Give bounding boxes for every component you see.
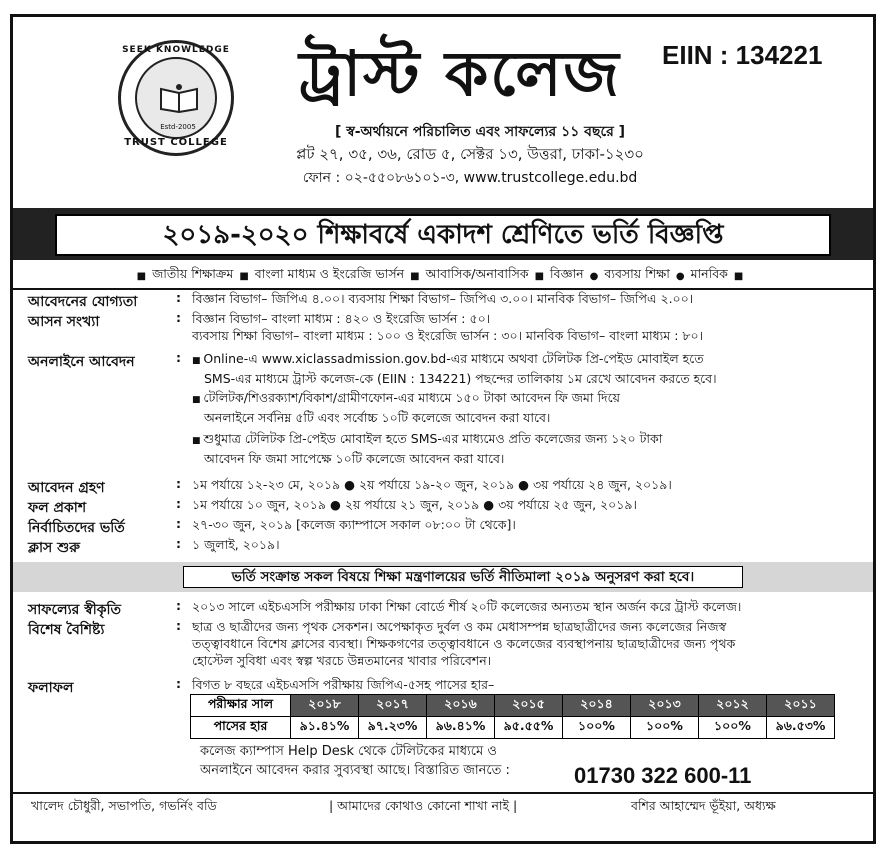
table-row	[191, 695, 835, 717]
online-line: SMS-এর মাধ্যমে ট্রাস্ট কলেজ-কে (EIIN : 134221) পছন্দের তালিকায় ১ম রেখে আবেদন করতে হবে।	[204, 371, 717, 386]
square-bullet-icon: ■	[410, 270, 420, 282]
square-bullet-icon: ■	[239, 270, 249, 282]
square-bullet-icon: ■	[136, 270, 147, 282]
rate-cell: ৯৭.২৩%	[359, 717, 427, 739]
eligibility-label: আবেদনের যোগ্যতা	[28, 294, 138, 310]
online-line: ■ Online-এ www.xiclassadmission.gov.bd-এর মাধ্যমে অথবা টেলিটক প্রি-পেইড মোবাইল হতে	[192, 350, 858, 370]
rate-header: পাসের হার	[191, 717, 291, 739]
admission-text: ২৭-৩০ জুন, ২০১৯ [কলেজ ক্যাম্পাসে সকাল ০৮:০০ টা থেকে]।	[192, 517, 516, 532]
stream-item: বাংলা মাধ্যম ও ইংরেজি ভার্সন	[254, 266, 405, 281]
circle-bullet-icon: ●	[589, 270, 599, 282]
chairman-signature: খালেদ চৌধুরী, সভাপতি, গভর্নিং বডি	[31, 798, 217, 813]
stream-item: মানবিক	[690, 266, 728, 281]
results-intro: বিগত ৮ বছরে এইচএসসি পরীক্ষায় জিপিএ-৫সহ পাসের হার–	[192, 677, 495, 692]
features-line: ছাত্র ও ছাত্রীদের জন্য পৃথক সেকশন। অপেক্ষাকৃত দুর্বল ও কম মেধাসম্পন্ন ছাত্রছাত্রীদের জন্য কলেজের নিজস্ব	[192, 619, 727, 634]
class-start-label: ক্লাস শুরু	[28, 540, 80, 556]
stream-item: ব্যবসায় শিক্ষা	[604, 266, 670, 281]
results-label: ফলাফল	[28, 680, 74, 696]
year-cell: ২০১৫	[495, 695, 563, 717]
rate-cell: ১০০%	[563, 717, 631, 739]
year-cell: ২০১৬	[427, 695, 495, 717]
policy-band	[13, 562, 873, 592]
college-name: ট্রাস্ট কলেজ	[299, 37, 621, 110]
seats-line: বিজ্ঞান বিভাগ– বাংলা মাধ্যম : ৪২০ ও ইংরেজি ভার্সন : ৫০।	[192, 311, 491, 326]
circle-bullet-icon: ●	[675, 270, 685, 282]
principal-signature: বশির আহাম্মেদ ভূঁইয়া, অধ্যক্ষ	[631, 798, 776, 813]
logo-motto: SEEK KNOWLEDGE	[122, 45, 230, 55]
rate-cell: ১০০%	[631, 717, 699, 739]
features-line: তত্ত্বাবধানে বিশেষ ক্লাসের ব্যবস্থা। শিক্ষকগণের তত্ত্বাবধানে ও কলেজের ব্যবস্থাপনায় ছাত্রছাত্রীদের জন্য পৃথক	[192, 636, 736, 651]
logo-emblem	[135, 57, 217, 139]
features-line: হোস্টেল সুবিধা এবং স্বল্প খরচে উন্নতমানের খাবার পরিবেশন।	[192, 653, 492, 668]
features-label: বিশেষ বৈশিষ্ট্য	[28, 622, 105, 638]
year-cell: ২০১২	[699, 695, 767, 717]
result-publish-text: ১ম পর্যায়ে ১০ জুন, ২০১৯ ● ২য় পর্যায়ে ২১ জুন, ২০১৯ ● ৩য় পর্যায়ে ২৫ জুন, ২০১৯।	[192, 497, 637, 512]
square-bullet-icon: ■	[534, 270, 545, 282]
recognition-label: সাফল্যের স্বীকৃতি	[28, 602, 122, 618]
college-logo	[118, 40, 234, 156]
online-line: ■ শুধুমাত্র টেলিটক প্রি-পেইড মোবাইল হতে SMS-এর মাধ্যমেও প্রতি কলেজের জন্য ১২০ টাকা	[192, 430, 858, 450]
seats-label: আসন সংখ্যা	[28, 314, 100, 330]
eligibility-text: বিজ্ঞান বিভাগ– জিপিএ ৪.০০। ব্যবসায় শিক্ষা বিভাগ– জিপিএ ৩.০০। মানবিক বিভাগ– জিপিএ ২.০০।	[192, 291, 694, 306]
rate-cell: ৯১.৪১%	[291, 717, 359, 739]
rate-cell: ৯৬.৪১%	[427, 717, 495, 739]
rate-cell: ১০০%	[699, 717, 767, 739]
headline: ২০১৯-২০২০ শিক্ষাবর্ষে একাদশ শ্রেণিতে ভর্তি বিজ্ঞপ্তি	[55, 214, 831, 256]
phone-website: ফোন : ০২-৫৫০৮৬১০১-৩, www.trustcollege.edu.bd	[302, 170, 638, 186]
book-icon	[159, 83, 199, 113]
helpdesk-line: কলেজ ক্যাম্পাস Help Desk থেকে টেলিটকের মাধ্যমে ও	[200, 744, 497, 759]
year-cell: ২০১১	[767, 695, 835, 717]
seats-line: ব্যবসায় শিক্ষা বিভাগ– বাংলা মাধ্যম : ১০০ ও ইংরেজি ভার্সন : ৩০। মানবিক বিভাগ– বাংলা মাধ্যম : ৮০।	[192, 328, 704, 343]
footer	[13, 794, 873, 820]
online-line: ■ টেলিটক/শিওরক্যাশ/বিকাশ/গ্রামীণফোন-এর মাধ্যমে ১৫০ টাকা আবেদন ফি জমা দিয়ে	[192, 389, 858, 409]
hotline-number: 01730 322 600-11	[574, 763, 752, 788]
rate-cell: ৯৫.৫৫%	[495, 717, 563, 739]
no-branch-note: | আমাদের কোথাও কোনো শাখা নাই |	[329, 798, 518, 813]
application-label: আবেদন গ্রহণ	[28, 480, 105, 496]
logo-estd: Estd-2005	[160, 123, 196, 131]
application-text: ১ম পর্যায়ে ১২-২৩ মে, ২০১৯ ● ২য় পর্যায়ে ১৯-২০ জুন, ২০১৯ ● ৩য় পর্যায়ে ২৪ জুন, ২০১৯।	[192, 477, 672, 492]
logo-college-name: TRUST COLLEGE	[124, 137, 228, 148]
online-line: আবেদন ফি জমা সাপেক্ষে ১০টি কলেজে আবেদন করা যাবে।	[204, 451, 505, 466]
helpdesk-line: অনলাইনে আবেদন করার সুব্যবস্থা আছে। বিস্তারিত জানতে :	[200, 763, 510, 778]
stream-item: আবাসিক/অনাবাসিক	[425, 266, 529, 281]
year-cell: ২০১৩	[631, 695, 699, 717]
square-bullet-icon: ■	[733, 270, 744, 282]
stream-item: জাতীয় শিক্ষাক্রম	[152, 266, 234, 281]
year-header: পরীক্ষার সাল	[191, 695, 291, 717]
result-publish-label: ফল প্রকাশ	[28, 500, 87, 516]
policy-note: ভর্তি সংক্রান্ত সকল বিষয়ে শিক্ষা মন্ত্রণালয়ের ভর্তি নীতিমালা ২০১৯ অনুসরণ করা হবে।	[183, 566, 743, 588]
online-label: অনলাইনে আবেদন	[28, 354, 135, 370]
class-start-text: ১ জুলাই, ২০১৯।	[192, 537, 280, 552]
stream-list	[60, 266, 820, 286]
tagline: [ স্ব-অর্থায়নে পরিচালিত এবং সাফল্যের ১১ বছরে ]	[334, 124, 626, 140]
headline-banner	[13, 208, 873, 260]
year-cell: ২০১৪	[563, 695, 631, 717]
admission-label: নির্বাচিতদের ভর্তি	[28, 520, 125, 536]
stream-item: বিজ্ঞান	[550, 266, 584, 281]
results-table	[190, 694, 835, 739]
online-line: অনলাইনে সর্বনিম্ন ৫টি এবং সর্বোচ্চ ১০টি কলেজে আবেদন করা যাবে।	[204, 410, 551, 425]
year-cell: ২০১৭	[359, 695, 427, 717]
year-cell: ২০১৮	[291, 695, 359, 717]
rate-cell: ৯৬.৫৩%	[767, 717, 835, 739]
eiin-number: EIIN : 134221	[662, 40, 823, 70]
recognition-text: ২০১৩ সালে এইচএসসি পরীক্ষায় ঢাকা শিক্ষা বোর্ডে শীর্ষ ২০টি কলেজের অন্যতম স্থান অর্জন করে ট্রাস্ট কলেজ।	[192, 599, 742, 614]
table-row	[191, 717, 835, 739]
address: প্লট ২৭, ৩৫, ৩৬, রোড ৫, সেক্টর ১৩, উত্তরা, ঢাকা-১২৩০	[296, 145, 644, 163]
